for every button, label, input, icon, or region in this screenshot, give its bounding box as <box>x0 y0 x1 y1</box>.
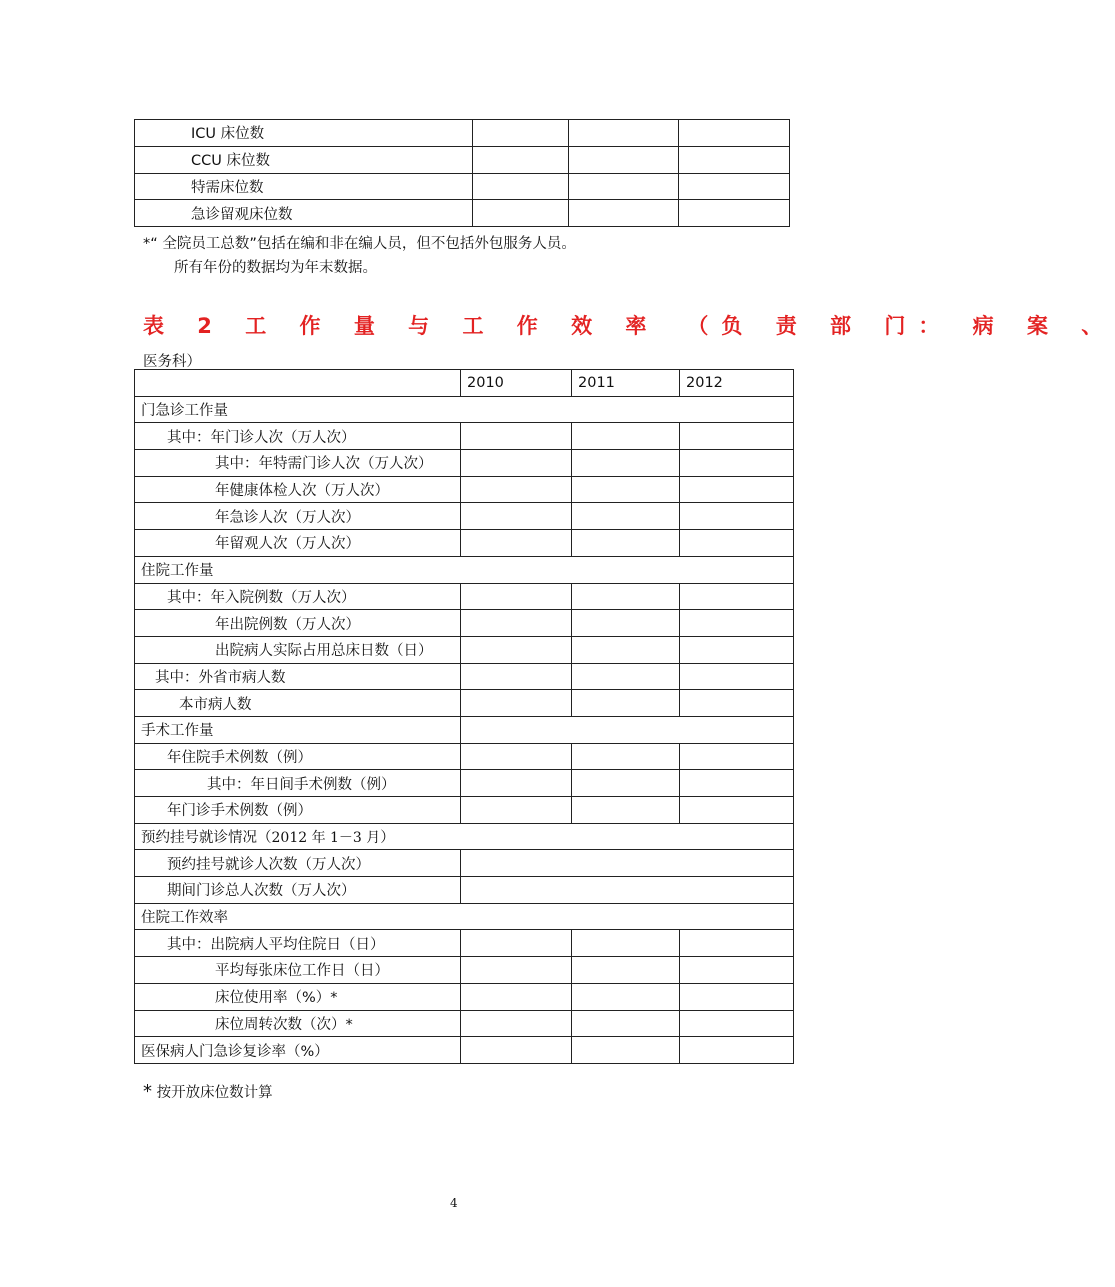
table-row <box>135 120 790 147</box>
footnote-text: 按开放床位数计算 <box>152 1085 273 1101</box>
data-cell[interactable] <box>569 200 679 227</box>
section-label-a: 预约挂号就诊情况（ <box>141 830 272 847</box>
data-cell[interactable] <box>572 930 680 957</box>
header-year: 2010 <box>461 370 572 397</box>
data-cell[interactable] <box>680 797 794 824</box>
table-row <box>135 823 794 850</box>
table-row <box>135 877 794 904</box>
table-row <box>135 396 794 423</box>
row-label: 其中：年特需门诊人次（万人次） <box>135 450 461 477</box>
data-cell[interactable] <box>461 930 572 957</box>
data-cell[interactable] <box>680 476 794 503</box>
header-empty <box>135 370 461 397</box>
table-row <box>135 1010 794 1037</box>
data-cell[interactable] <box>680 610 794 637</box>
header-year: 2012 <box>680 370 794 397</box>
row-label: CCU 床位数 <box>135 146 473 173</box>
page-number: 4 <box>450 1196 458 1210</box>
footnote-star: * <box>143 1081 152 1102</box>
table-row <box>135 450 794 477</box>
row-label: 年健康体检人次（万人次） <box>135 476 461 503</box>
row-label: 其中：外省市病人数 <box>135 663 461 690</box>
table-row <box>135 797 794 824</box>
data-cell[interactable] <box>680 530 794 557</box>
data-cell[interactable] <box>680 636 794 663</box>
section-label: 门急诊工作量 <box>135 396 794 423</box>
data-cell[interactable] <box>461 610 572 637</box>
section-label: 手术工作量 <box>135 716 461 743</box>
data-cell[interactable] <box>680 503 794 530</box>
table-row <box>135 983 794 1010</box>
table-row <box>135 690 794 717</box>
data-cell[interactable] <box>461 583 572 610</box>
data-cell[interactable] <box>461 957 572 984</box>
table2-heading <box>143 310 1115 340</box>
row-label: 其中：年日间手术例数（例） <box>135 770 461 797</box>
table-row <box>135 503 794 530</box>
data-cell[interactable] <box>461 503 572 530</box>
data-cell[interactable] <box>679 173 790 200</box>
row-label: 急诊留观床位数 <box>135 200 473 227</box>
merged-cell <box>461 716 794 743</box>
data-cell[interactable] <box>569 173 679 200</box>
table-row <box>135 770 794 797</box>
row-label: 平均每张床位工作日（日） <box>135 957 461 984</box>
table2-footnote <box>143 1081 273 1102</box>
table-row <box>135 636 794 663</box>
data-cell[interactable] <box>572 530 680 557</box>
data-cell[interactable] <box>572 1010 680 1037</box>
row-label: 年门诊手术例数（例） <box>135 797 461 824</box>
data-cell[interactable] <box>680 583 794 610</box>
section-label: 住院工作效率 <box>135 903 794 930</box>
data-cell[interactable] <box>461 983 572 1010</box>
data-cell[interactable] <box>572 957 680 984</box>
merged-cell[interactable] <box>461 877 794 904</box>
row-label: 年住院手术例数（例） <box>135 743 461 770</box>
table2-dept-cont: 医务科） <box>143 354 201 370</box>
data-cell[interactable] <box>680 957 794 984</box>
row-label: 其中：年入院例数（万人次） <box>135 583 461 610</box>
table-row <box>135 1037 794 1064</box>
data-cell[interactable] <box>680 1010 794 1037</box>
row-label: 期间门诊总人次数（万人次） <box>135 877 461 904</box>
data-cell[interactable] <box>680 983 794 1010</box>
data-cell[interactable] <box>680 663 794 690</box>
row-label: 医保病人门急诊复诊率（%） <box>135 1037 461 1064</box>
data-cell[interactable] <box>572 610 680 637</box>
data-cell[interactable] <box>473 146 569 173</box>
row-label: 其中：出院病人平均住院日（日） <box>135 930 461 957</box>
data-cell[interactable] <box>473 200 569 227</box>
table2-title: 表 2 工 作 量 与 工 作 效 率 <box>143 314 660 338</box>
row-label: 其中：年门诊人次（万人次） <box>135 423 461 450</box>
data-cell[interactable] <box>680 690 794 717</box>
data-cell[interactable] <box>572 797 680 824</box>
data-cell[interactable] <box>461 1010 572 1037</box>
section-label <box>135 823 794 850</box>
data-cell[interactable] <box>473 120 569 147</box>
data-cell[interactable] <box>461 770 572 797</box>
table-row <box>135 146 790 173</box>
data-cell[interactable] <box>680 930 794 957</box>
data-cell[interactable] <box>461 450 572 477</box>
table-row <box>135 200 790 227</box>
row-label: 床位使用率（%）* <box>135 983 461 1010</box>
data-cell[interactable] <box>572 983 680 1010</box>
header-year: 2011 <box>572 370 680 397</box>
data-cell[interactable] <box>461 690 572 717</box>
table-row <box>135 716 794 743</box>
data-cell[interactable] <box>572 423 680 450</box>
data-cell[interactable] <box>680 1037 794 1064</box>
row-label: 年急诊人次（万人次） <box>135 503 461 530</box>
table-row <box>135 556 794 583</box>
table-row <box>135 903 794 930</box>
data-cell[interactable] <box>461 743 572 770</box>
row-label: 年留观人次（万人次） <box>135 530 461 557</box>
section-label-c: ） <box>380 830 395 847</box>
data-cell[interactable] <box>461 663 572 690</box>
data-cell[interactable] <box>572 636 680 663</box>
data-cell[interactable] <box>572 743 680 770</box>
data-cell[interactable] <box>680 743 794 770</box>
table1-note-line1: *“ 全院员工总数”包括在编和非在编人员，但不包括外包服务人员。 <box>143 236 576 252</box>
table-row <box>135 610 794 637</box>
data-cell[interactable] <box>461 1037 572 1064</box>
data-cell[interactable] <box>679 146 790 173</box>
row-label: 本市病人数 <box>135 690 461 717</box>
workload-table <box>134 369 794 1064</box>
data-cell[interactable] <box>572 690 680 717</box>
data-cell[interactable] <box>572 503 680 530</box>
table-header-row <box>135 370 794 397</box>
table-row <box>135 583 794 610</box>
data-cell[interactable] <box>569 146 679 173</box>
data-cell[interactable] <box>461 423 572 450</box>
table-row <box>135 173 790 200</box>
table-row <box>135 957 794 984</box>
row-label: 床位周转次数（次）* <box>135 1010 461 1037</box>
row-label: 年出院例数（万人次） <box>135 610 461 637</box>
table-row <box>135 423 794 450</box>
data-cell[interactable] <box>461 636 572 663</box>
table-row <box>135 850 794 877</box>
table2-dept: （负 责 部 门： 病 案 、 <box>687 314 1115 338</box>
table-row <box>135 663 794 690</box>
data-cell[interactable] <box>572 663 680 690</box>
data-cell[interactable] <box>461 476 572 503</box>
table-row <box>135 743 794 770</box>
table-row <box>135 476 794 503</box>
row-label: ICU 床位数 <box>135 120 473 147</box>
row-label: 出院病人实际占用总床日数（日） <box>135 636 461 663</box>
data-cell[interactable] <box>680 770 794 797</box>
table1-note-line2: 所有年份的数据均为年末数据。 <box>174 260 377 276</box>
data-cell[interactable] <box>572 476 680 503</box>
data-cell[interactable] <box>461 530 572 557</box>
data-cell[interactable] <box>679 200 790 227</box>
data-cell[interactable] <box>680 450 794 477</box>
data-cell[interactable] <box>572 1037 680 1064</box>
table-row <box>135 530 794 557</box>
data-cell[interactable] <box>572 770 680 797</box>
merged-cell[interactable] <box>461 850 794 877</box>
data-cell[interactable] <box>473 173 569 200</box>
table-row <box>135 930 794 957</box>
row-label: 特需床位数 <box>135 173 473 200</box>
section-label: 住院工作量 <box>135 556 794 583</box>
data-cell[interactable] <box>572 450 680 477</box>
data-cell[interactable] <box>679 120 790 147</box>
bed-count-table <box>134 119 790 227</box>
data-cell[interactable] <box>572 583 680 610</box>
data-cell[interactable] <box>680 423 794 450</box>
section-label-date: 2012 年 1－3 月 <box>271 830 381 847</box>
data-cell[interactable] <box>461 797 572 824</box>
row-label: 预约挂号就诊人次数（万人次） <box>135 850 461 877</box>
data-cell[interactable] <box>569 120 679 147</box>
